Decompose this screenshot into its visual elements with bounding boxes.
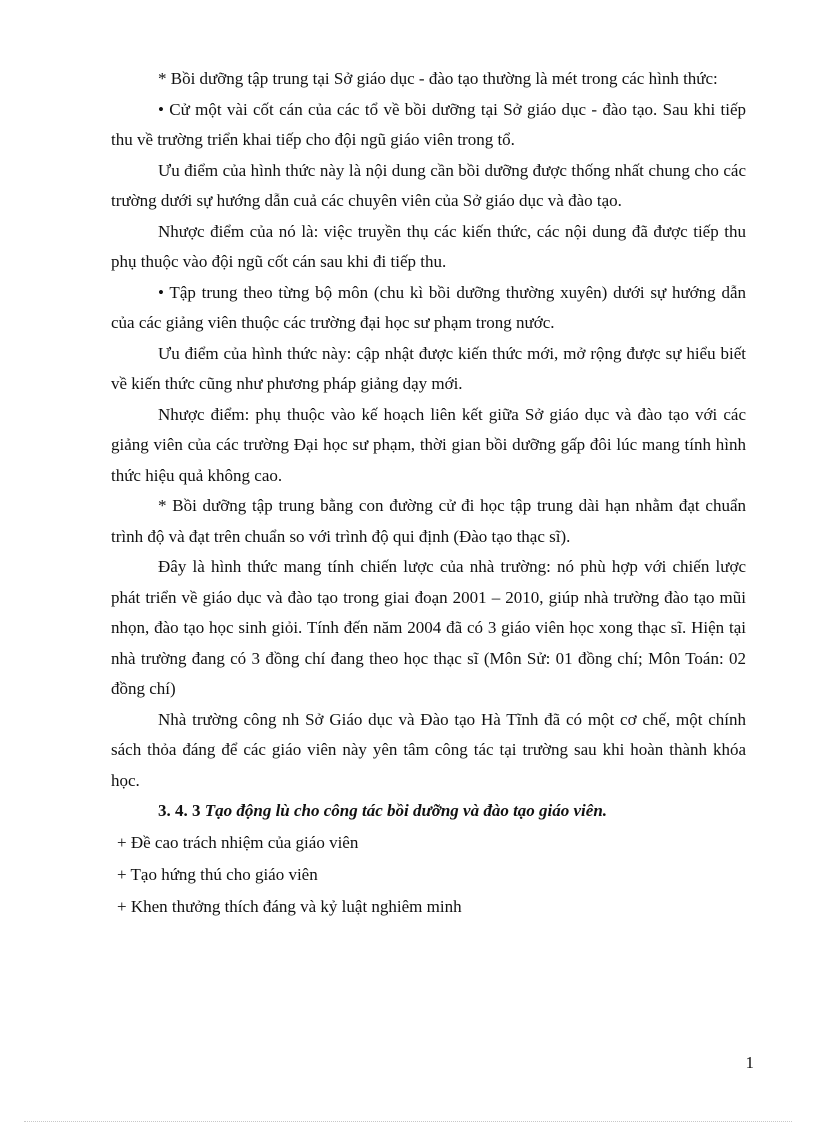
paragraph-advantage-2: Ưu điểm của hình thức này: cập nhật được kiến thức mới, mở rộng được sự hiểu biết về kiến thức cũng như phương pháp giảng dạy mới. — [111, 343, 746, 393]
list-item: + Tạo hứng thú cho giáo viên — [117, 864, 318, 884]
paragraph-disadvantage-2: Nhược điểm: phụ thuộc vào kế hoạch liên kết giữa Sở giáo dục và đào tạo với các giảng viên của các trường Đại học sư phạm, thời gian bồi dưỡng gấp đôi lúc mang tính hình thức hiệu quả không cao. — [111, 404, 746, 485]
section-number: 3. 4. 3 — [158, 801, 201, 820]
paragraph-bullet-core-staff: • Cử một vài cốt cán của các tổ về bồi dưỡng tại Sở giáo dục - đào tạo. Sau khi tiếp thu về trường triển khai tiếp cho đội ngũ giáo viên trong tổ. — [111, 99, 746, 149]
paragraph-strategy: Đây là hình thức mang tính chiến lược của nhà trường: nó phù hợp với chiến lược phát triển về giáo dục và đào tạo trong giai đoạn 2001 – 2010, giúp nhà trường đào tạo mũi nhọn, đào tạo học sinh giỏi. Tính đến năm 2004 đã có 3 giáo viên học xong thạc sĩ. Hiện tại nhà trường đang có 3 đồng chí đang theo học thạc sĩ (Môn Sử: 01 đồng chí; Môn Toán: 02 đồng chí) — [111, 557, 746, 698]
page-number: 1 — [745, 1053, 754, 1072]
paragraph-advantage-1: Ưu điểm của hình thức này là nội dung cần bồi dưỡng được thống nhất chung cho các trường dưới sự hướng dẫn cuả các chuyên viên của Sở giáo dục và đào tạo. — [111, 160, 746, 210]
list-item: + Khen thưởng thích đáng và kỷ luật nghiêm minh — [117, 896, 462, 916]
list-item: + Đề cao trách nhiệm của giáo viên — [117, 832, 359, 852]
paragraph-policy: Nhà trường công nh Sở Giáo dục và Đào tạo Hà Tĩnh đã có một cơ chế, một chính sách thỏa đáng để các giáo viên này yên tâm công tác tại trường sau khi hoàn thành khóa học. — [111, 709, 746, 790]
page-bottom-divider — [24, 1121, 792, 1122]
paragraph-disadvantage-1: Nhược điểm của nó là: việc truyền thụ các kiến thức, các nội dung đã được tiếp thu phụ thuộc vào đội ngũ cốt cán sau khi đi tiếp thu. — [111, 221, 746, 271]
section-title: Tạo động lù cho công tác bồi dưỡng và đào tạo giáo viên. — [204, 801, 608, 820]
section-heading — [111, 796, 746, 827]
document-page — [111, 64, 746, 923]
paragraph-bullet-by-subject: • Tập trung theo từng bộ môn (chu kì bồi dưỡng thường xuyên) dưới sự hướng dẫn của các giảng viên thuộc các trường đại học sư phạm trong nước. — [111, 282, 746, 332]
paragraph-long-term-training: * Bồi dưỡng tập trung bằng con đường cử đi học tập trung dài hạn nhằm đạt chuẩn trình độ và đạt trên chuẩn so với trình độ qui định (Đào tạo thạc sĩ). — [111, 496, 746, 546]
paragraph-intro: * Bồi dưỡng tập trung tại Sở giáo dục - đào tạo thường là mét trong các hình thức: — [158, 69, 718, 88]
